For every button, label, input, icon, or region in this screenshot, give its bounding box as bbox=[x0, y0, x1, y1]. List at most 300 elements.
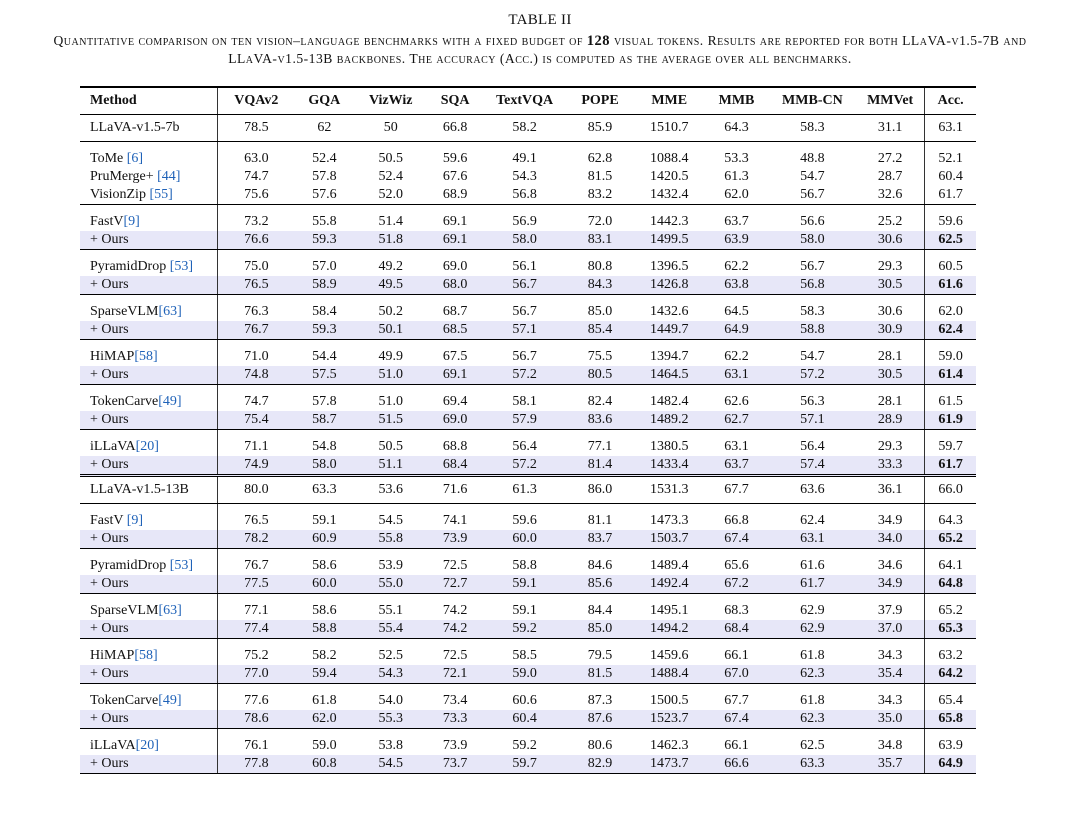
value-cell: 54.8 bbox=[312, 439, 337, 454]
citation-link[interactable]: [58] bbox=[134, 349, 158, 364]
value-cell: 55.4 bbox=[355, 620, 427, 639]
value-cell: 56.7 bbox=[800, 259, 825, 274]
value-cell: 83.6 bbox=[566, 411, 634, 430]
value-cell: 63.8 bbox=[704, 276, 768, 295]
value-cell: 56.7 bbox=[483, 276, 566, 295]
method-name: ToMe bbox=[90, 151, 127, 166]
value-cell: 65.6 bbox=[724, 558, 749, 573]
value-cell: 58.2 bbox=[483, 115, 566, 142]
value-cell: 54.5 bbox=[355, 755, 427, 774]
table-row bbox=[80, 639, 976, 666]
value-cell: 59.3 bbox=[294, 321, 354, 340]
value-cell: 1510.7 bbox=[634, 115, 704, 142]
value-cell: 56.8 bbox=[483, 186, 566, 205]
method-cell bbox=[80, 665, 218, 684]
value-cell: 67.2 bbox=[704, 575, 768, 594]
value-cell: 54.7 bbox=[800, 169, 825, 184]
value-cell: 69.0 bbox=[427, 411, 483, 430]
method-name: iLLaVA bbox=[90, 439, 136, 454]
method-cell bbox=[80, 476, 218, 504]
results-table bbox=[80, 86, 976, 774]
value-cell: 62.2 bbox=[724, 259, 749, 274]
table-row bbox=[80, 476, 976, 504]
value-cell: 77.6 bbox=[218, 684, 294, 711]
value-cell: 59.1 bbox=[312, 513, 337, 528]
value-cell: 58.7 bbox=[294, 411, 354, 430]
ours-row bbox=[80, 231, 976, 250]
ours-row bbox=[80, 321, 976, 340]
value-cell: 55.1 bbox=[378, 603, 403, 618]
accuracy-cell: 62.0 bbox=[925, 295, 976, 322]
table-label: TABLE II bbox=[508, 12, 572, 28]
table-caption bbox=[30, 32, 1050, 67]
value-cell: 63.7 bbox=[704, 456, 768, 476]
value-cell: 71.6 bbox=[427, 476, 483, 504]
value-cell: 80.8 bbox=[587, 259, 613, 274]
accuracy-cell: 66.0 bbox=[925, 476, 976, 504]
value-cell: 73.3 bbox=[427, 710, 483, 729]
value-cell: 66.8 bbox=[427, 115, 483, 142]
value-cell: 57.2 bbox=[483, 456, 566, 476]
value-cell: 1449.7 bbox=[634, 321, 704, 340]
value-cell: 60.0 bbox=[294, 575, 354, 594]
accuracy-cell: 64.9 bbox=[925, 755, 976, 774]
value-cell: 69.1 bbox=[442, 214, 468, 229]
value-cell: 84.4 bbox=[587, 603, 613, 618]
value-cell: 62.0 bbox=[704, 186, 768, 205]
value-cell: 28.1 bbox=[877, 349, 903, 364]
method-name: TokenCarve bbox=[90, 394, 159, 409]
accuracy-cell: 61.7 bbox=[925, 186, 976, 205]
value-cell: 86.0 bbox=[566, 476, 634, 504]
value-cell: 73.9 bbox=[427, 530, 483, 549]
citation-link[interactable]: [55] bbox=[149, 187, 173, 202]
value-cell: 73.2 bbox=[218, 205, 294, 232]
column-header: VizWiz bbox=[355, 87, 427, 115]
column-header: Acc. bbox=[925, 87, 976, 115]
accuracy-cell: 59.0 bbox=[925, 340, 976, 367]
method-name: + Ours bbox=[90, 756, 129, 771]
value-cell: 35.0 bbox=[856, 710, 925, 729]
value-cell: 61.7 bbox=[769, 575, 856, 594]
value-cell: 73.7 bbox=[427, 755, 483, 774]
value-cell: 50.5 bbox=[378, 439, 403, 454]
ours-row bbox=[80, 276, 976, 295]
value-cell: 75.4 bbox=[218, 411, 294, 430]
accuracy-cell: 62.5 bbox=[925, 231, 976, 250]
value-cell: 62.0 bbox=[294, 710, 354, 729]
value-cell: 53.3 bbox=[724, 151, 749, 166]
value-cell: 76.5 bbox=[218, 504, 294, 531]
value-cell: 75.0 bbox=[218, 250, 294, 277]
ours-row bbox=[80, 366, 976, 385]
value-cell: 55.0 bbox=[355, 575, 427, 594]
value-cell: 62.7 bbox=[704, 411, 768, 430]
value-cell: 76.7 bbox=[218, 321, 294, 340]
value-cell: 51.8 bbox=[355, 231, 427, 250]
value-cell: 85.0 bbox=[587, 304, 613, 319]
value-cell: 63.3 bbox=[294, 476, 354, 504]
value-cell: 81.4 bbox=[566, 456, 634, 476]
value-cell: 83.7 bbox=[566, 530, 634, 549]
table-row bbox=[80, 205, 976, 232]
value-cell: 59.0 bbox=[312, 738, 337, 753]
value-cell: 1394.7 bbox=[649, 349, 689, 364]
value-cell: 1531.3 bbox=[634, 476, 704, 504]
value-cell: 62.5 bbox=[800, 738, 825, 753]
column-header: MME bbox=[634, 87, 704, 115]
value-cell: 61.8 bbox=[800, 648, 825, 663]
value-cell: 73.4 bbox=[442, 693, 468, 708]
value-cell: 72.1 bbox=[427, 665, 483, 684]
value-cell: 75.5 bbox=[587, 349, 613, 364]
method-cell bbox=[80, 411, 218, 430]
header-row bbox=[80, 87, 976, 115]
value-cell: 63.9 bbox=[704, 231, 768, 250]
value-cell: 55.8 bbox=[312, 214, 337, 229]
value-cell: 72.0 bbox=[587, 214, 613, 229]
value-cell: 1503.7 bbox=[634, 530, 704, 549]
value-cell: 35.4 bbox=[856, 665, 925, 684]
method-name: SparseVLM bbox=[90, 304, 159, 319]
value-cell: 58.1 bbox=[512, 394, 537, 409]
value-cell: 1462.3 bbox=[649, 738, 689, 753]
value-cell: 59.6 bbox=[512, 513, 537, 528]
method-cell bbox=[80, 366, 218, 385]
value-cell: 30.6 bbox=[856, 231, 925, 250]
method-name: LLaVA-v1.5-7b bbox=[90, 120, 180, 135]
value-cell: 58.8 bbox=[769, 321, 856, 340]
value-cell: 56.1 bbox=[512, 259, 537, 274]
value-cell: 62 bbox=[294, 115, 354, 142]
method-name: + Ours bbox=[90, 666, 129, 681]
value-cell: 68.4 bbox=[427, 456, 483, 476]
value-cell: 56.4 bbox=[800, 439, 825, 454]
citation-link[interactable]: [9] bbox=[123, 214, 140, 229]
value-cell: 1426.8 bbox=[634, 276, 704, 295]
value-cell: 32.6 bbox=[856, 186, 925, 205]
method-name: + Ours bbox=[90, 576, 129, 591]
value-cell: 75.2 bbox=[218, 639, 294, 666]
value-cell: 29.3 bbox=[877, 259, 903, 274]
value-cell: 63.1 bbox=[769, 530, 856, 549]
value-cell: 79.5 bbox=[587, 648, 613, 663]
method-name: HiMAP bbox=[90, 648, 135, 663]
accuracy-cell: 65.2 bbox=[925, 594, 976, 621]
value-cell: 54.7 bbox=[800, 349, 825, 364]
citation-link[interactable]: [49] bbox=[158, 693, 182, 708]
value-cell: 68.0 bbox=[427, 276, 483, 295]
value-cell: 35.7 bbox=[856, 755, 925, 774]
citation-link[interactable]: [44] bbox=[157, 169, 181, 184]
value-cell: 52.4 bbox=[378, 169, 403, 184]
value-cell: 59.7 bbox=[483, 755, 566, 774]
accuracy-cell: 63.2 bbox=[925, 639, 976, 666]
value-cell: 30.9 bbox=[856, 321, 925, 340]
method-cell bbox=[80, 295, 218, 322]
value-cell: 81.1 bbox=[587, 513, 613, 528]
value-cell: 76.5 bbox=[218, 276, 294, 295]
value-cell: 56.8 bbox=[769, 276, 856, 295]
method-cell bbox=[80, 231, 218, 250]
value-cell: 55.3 bbox=[355, 710, 427, 729]
value-cell: 63.1 bbox=[704, 366, 768, 385]
value-cell: 25.2 bbox=[877, 214, 903, 229]
table-row bbox=[80, 504, 976, 531]
accuracy-cell: 61.5 bbox=[925, 385, 976, 412]
value-cell: 67.6 bbox=[442, 169, 468, 184]
value-cell: 63.1 bbox=[724, 439, 749, 454]
value-cell: 51.0 bbox=[378, 394, 403, 409]
value-cell: 57.8 bbox=[312, 169, 337, 184]
citation-link[interactable]: [9] bbox=[126, 513, 144, 528]
column-header: GQA bbox=[294, 87, 354, 115]
value-cell: 53.9 bbox=[378, 558, 403, 573]
value-cell: 68.9 bbox=[427, 186, 483, 205]
value-cell: 30.6 bbox=[877, 304, 903, 319]
value-cell: 68.5 bbox=[427, 321, 483, 340]
accuracy-cell: 65.2 bbox=[925, 530, 976, 549]
value-cell: 1495.1 bbox=[649, 603, 689, 618]
value-cell: 34.8 bbox=[877, 738, 903, 753]
value-cell: 1442.3 bbox=[649, 214, 689, 229]
method-cell bbox=[80, 321, 218, 340]
value-cell: 56.3 bbox=[800, 394, 825, 409]
value-cell: 62.2 bbox=[724, 349, 749, 364]
accuracy-cell: 64.2 bbox=[925, 665, 976, 684]
value-cell: 59.6 bbox=[442, 151, 468, 166]
accuracy-cell: 61.7 bbox=[925, 456, 976, 476]
accuracy-cell: 60.4 bbox=[925, 168, 976, 186]
ours-row bbox=[80, 710, 976, 729]
value-cell: 76.3 bbox=[218, 295, 294, 322]
method-name: PruMerge+ bbox=[90, 169, 158, 184]
value-cell: 64.9 bbox=[704, 321, 768, 340]
value-cell: 37.0 bbox=[856, 620, 925, 639]
value-cell: 61.3 bbox=[724, 169, 749, 184]
method-name: iLLaVA bbox=[90, 738, 136, 753]
value-cell: 54.3 bbox=[355, 665, 427, 684]
column-header: Method bbox=[80, 87, 218, 115]
table-row bbox=[80, 684, 976, 711]
ours-row bbox=[80, 620, 976, 639]
ours-row bbox=[80, 575, 976, 594]
value-cell: 82.4 bbox=[587, 394, 613, 409]
value-cell: 57.6 bbox=[294, 186, 354, 205]
value-cell: 67.7 bbox=[704, 476, 768, 504]
value-cell: 56.7 bbox=[769, 186, 856, 205]
value-cell: 77.4 bbox=[218, 620, 294, 639]
value-cell: 60.6 bbox=[512, 693, 537, 708]
method-cell bbox=[80, 755, 218, 774]
value-cell: 59.2 bbox=[483, 620, 566, 639]
value-cell: 77.1 bbox=[587, 439, 613, 454]
value-cell: 66.6 bbox=[704, 755, 768, 774]
value-cell: 1489.4 bbox=[649, 558, 689, 573]
value-cell: 84.3 bbox=[566, 276, 634, 295]
value-cell: 54.4 bbox=[312, 349, 337, 364]
value-cell: 77.0 bbox=[218, 665, 294, 684]
value-cell: 1380.5 bbox=[649, 439, 689, 454]
value-cell: 60.4 bbox=[483, 710, 566, 729]
value-cell: 68.3 bbox=[724, 603, 749, 618]
value-cell: 73.9 bbox=[442, 738, 468, 753]
value-cell: 1482.4 bbox=[649, 394, 689, 409]
value-cell: 58.3 bbox=[800, 304, 825, 319]
value-cell: 69.1 bbox=[427, 366, 483, 385]
value-cell: 54.0 bbox=[378, 693, 403, 708]
method-name: + Ours bbox=[90, 367, 129, 382]
value-cell: 34.9 bbox=[856, 575, 925, 594]
value-cell: 48.8 bbox=[800, 151, 825, 166]
value-cell: 78.6 bbox=[218, 710, 294, 729]
caption-post: visual tokens. Results are reported for both LLaVA-v1.5-7B and LLaVA-v1.5-13B backbones. The accuracy (Acc.) is computed as the average over all benchmarks. bbox=[228, 33, 1027, 66]
method-cell bbox=[80, 340, 218, 367]
value-cell: 1396.5 bbox=[649, 259, 689, 274]
column-header: VQAv2 bbox=[218, 87, 294, 115]
method-name: PyramidDrop bbox=[90, 558, 170, 573]
method-cell bbox=[80, 186, 218, 205]
value-cell: 58.0 bbox=[769, 231, 856, 250]
accuracy-cell: 61.6 bbox=[925, 276, 976, 295]
table-row bbox=[80, 729, 976, 756]
value-cell: 58.8 bbox=[294, 620, 354, 639]
value-cell: 1433.4 bbox=[634, 456, 704, 476]
value-cell: 59.0 bbox=[483, 665, 566, 684]
table-row bbox=[80, 142, 976, 169]
accuracy-cell: 60.5 bbox=[925, 250, 976, 277]
method-cell bbox=[80, 549, 218, 576]
ours-row bbox=[80, 755, 976, 774]
method-cell bbox=[80, 729, 218, 756]
citation-link[interactable]: [49] bbox=[158, 394, 182, 409]
value-cell: 56.6 bbox=[800, 214, 825, 229]
accuracy-cell: 61.9 bbox=[925, 411, 976, 430]
value-cell: 59.1 bbox=[512, 603, 537, 618]
value-cell: 1473.3 bbox=[649, 513, 689, 528]
value-cell: 54.5 bbox=[378, 513, 403, 528]
table-row bbox=[80, 340, 976, 367]
value-cell: 71.0 bbox=[218, 340, 294, 367]
value-cell: 59.1 bbox=[483, 575, 566, 594]
accuracy-cell: 65.3 bbox=[925, 620, 976, 639]
accuracy-cell: 65.8 bbox=[925, 710, 976, 729]
value-cell: 64.3 bbox=[704, 115, 768, 142]
value-cell: 52.5 bbox=[378, 648, 403, 663]
value-cell: 60.0 bbox=[483, 530, 566, 549]
value-cell: 34.3 bbox=[877, 693, 903, 708]
citation-link[interactable]: [20] bbox=[135, 738, 159, 753]
value-cell: 61.8 bbox=[312, 693, 337, 708]
value-cell: 57.2 bbox=[769, 366, 856, 385]
value-cell: 59.3 bbox=[294, 231, 354, 250]
citation-link[interactable]: [53] bbox=[169, 558, 194, 573]
value-cell: 83.1 bbox=[566, 231, 634, 250]
value-cell: 55.8 bbox=[355, 530, 427, 549]
value-cell: 58.6 bbox=[312, 603, 337, 618]
method-cell bbox=[80, 168, 218, 186]
value-cell: 72.5 bbox=[442, 558, 468, 573]
value-cell: 62.3 bbox=[769, 665, 856, 684]
value-cell: 28.7 bbox=[877, 169, 903, 184]
value-cell: 63.7 bbox=[724, 214, 749, 229]
value-cell: 74.2 bbox=[427, 620, 483, 639]
accuracy-cell: 64.3 bbox=[925, 504, 976, 531]
ours-row bbox=[80, 456, 976, 476]
method-name: + Ours bbox=[90, 277, 129, 292]
value-cell: 60.9 bbox=[294, 530, 354, 549]
value-cell: 58.2 bbox=[312, 648, 337, 663]
value-cell: 85.9 bbox=[566, 115, 634, 142]
value-cell: 59.4 bbox=[294, 665, 354, 684]
value-cell: 57.0 bbox=[312, 259, 337, 274]
value-cell: 74.7 bbox=[218, 385, 294, 412]
value-cell: 78.5 bbox=[218, 115, 294, 142]
value-cell: 28.1 bbox=[877, 394, 903, 409]
value-cell: 57.9 bbox=[483, 411, 566, 430]
method-cell bbox=[80, 504, 218, 531]
value-cell: 27.2 bbox=[877, 151, 903, 166]
value-cell: 57.5 bbox=[294, 366, 354, 385]
column-header: SQA bbox=[427, 87, 483, 115]
value-cell: 58.8 bbox=[512, 558, 537, 573]
value-cell: 1432.4 bbox=[634, 186, 704, 205]
citation-link[interactable]: [53] bbox=[169, 259, 194, 274]
value-cell: 62.3 bbox=[769, 710, 856, 729]
method-name: HiMAP bbox=[90, 349, 135, 364]
value-cell: 1500.5 bbox=[649, 693, 689, 708]
value-cell: 67.7 bbox=[724, 693, 749, 708]
value-cell: 71.1 bbox=[218, 430, 294, 457]
table-row bbox=[80, 594, 976, 621]
value-cell: 34.6 bbox=[877, 558, 903, 573]
value-cell: 69.1 bbox=[427, 231, 483, 250]
value-cell: 54.3 bbox=[512, 169, 537, 184]
citation-link[interactable]: [6] bbox=[126, 151, 144, 166]
method-cell bbox=[80, 430, 218, 457]
value-cell: 58.4 bbox=[312, 304, 337, 319]
value-cell: 51.1 bbox=[355, 456, 427, 476]
method-name: + Ours bbox=[90, 412, 129, 427]
value-cell: 34.3 bbox=[877, 648, 903, 663]
ours-row bbox=[80, 530, 976, 549]
method-name: + Ours bbox=[90, 457, 129, 472]
value-cell: 28.9 bbox=[856, 411, 925, 430]
citation-link[interactable]: [63] bbox=[158, 603, 182, 618]
accuracy-cell: 63.9 bbox=[925, 729, 976, 756]
value-cell: 1494.2 bbox=[634, 620, 704, 639]
method-name: + Ours bbox=[90, 531, 129, 546]
value-cell: 64.5 bbox=[724, 304, 749, 319]
value-cell: 74.8 bbox=[218, 366, 294, 385]
citation-link[interactable]: [58] bbox=[134, 648, 158, 663]
value-cell: 76.1 bbox=[218, 729, 294, 756]
method-cell bbox=[80, 594, 218, 621]
method-name: TokenCarve bbox=[90, 693, 159, 708]
table-body bbox=[80, 115, 976, 774]
table-row bbox=[80, 385, 976, 412]
method-name: VisionZip bbox=[90, 187, 150, 202]
citation-link[interactable]: [20] bbox=[135, 439, 159, 454]
citation-link[interactable]: [63] bbox=[158, 304, 182, 319]
accuracy-cell: 59.6 bbox=[925, 205, 976, 232]
value-cell: 58.6 bbox=[312, 558, 337, 573]
value-cell: 77.1 bbox=[218, 594, 294, 621]
value-cell: 56.9 bbox=[512, 214, 537, 229]
value-cell: 72.7 bbox=[427, 575, 483, 594]
value-cell: 50.1 bbox=[355, 321, 427, 340]
accuracy-cell: 61.4 bbox=[925, 366, 976, 385]
